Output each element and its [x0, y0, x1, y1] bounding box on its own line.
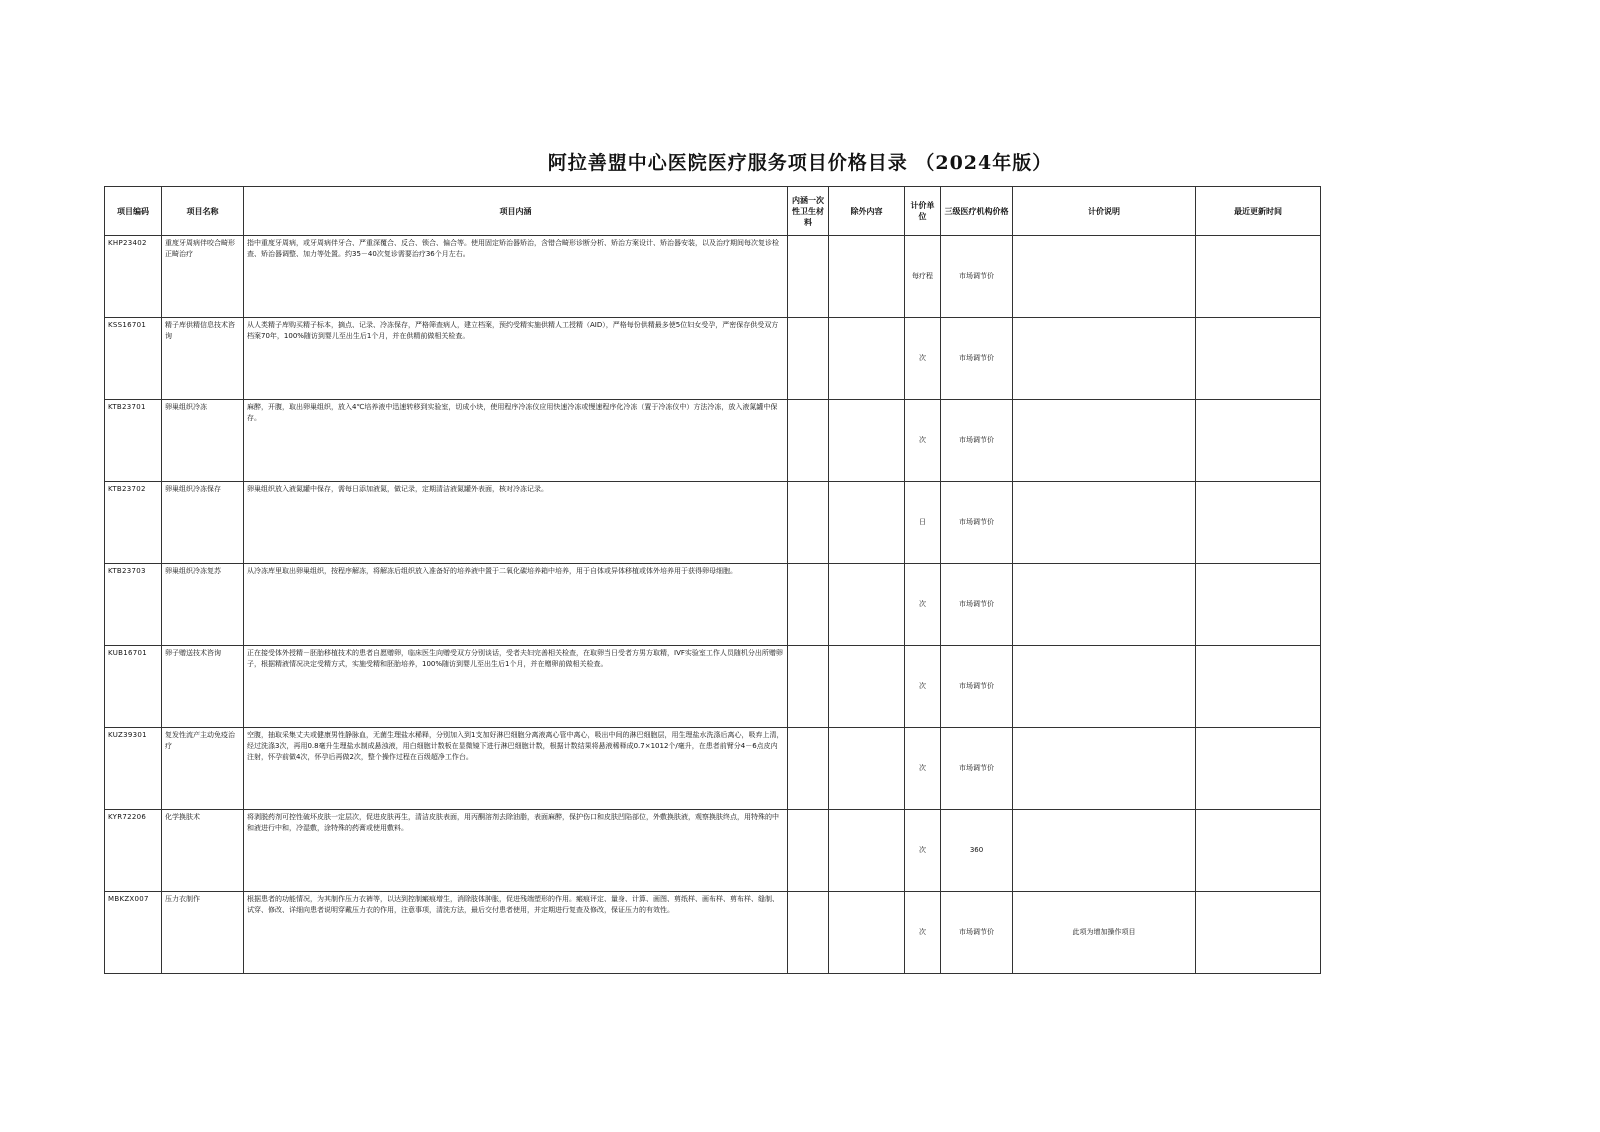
- cell-content: 根据患者的功能情况，为其制作压力衣裤等，以达到控制瘢痕增生，消除肢体肿胀，促进残端塑形的作用。瘢痕评定、量身、计算、画图、剪纸样、画布样、剪布样、缝制、试穿、修改、详细向患者说明穿戴压力衣的作用，注意事项，清洗方法，最后交付患者使用，并定期进行复查及修改，保证压力的有效性。: [244, 892, 788, 974]
- cell-material: [788, 810, 829, 892]
- table-row: [105, 564, 1321, 646]
- table-row: [105, 728, 1321, 810]
- cell-note: [1013, 810, 1196, 892]
- cell-name: 卵子赠送技术咨询: [162, 646, 244, 728]
- cell-name: 化学换肤术: [162, 810, 244, 892]
- cell-updated: [1196, 892, 1321, 974]
- cell-excluded: [829, 892, 905, 974]
- header-name: 项目名称: [162, 187, 244, 236]
- cell-code: KUZ39301: [105, 728, 162, 810]
- cell-unit: 次: [905, 318, 941, 400]
- cell-price: 市场调节价: [941, 400, 1013, 482]
- cell-code: KTB23703: [105, 564, 162, 646]
- header-code: 项目编码: [105, 187, 162, 236]
- cell-excluded: [829, 564, 905, 646]
- cell-updated: [1196, 810, 1321, 892]
- cell-content: 正在接受体外授精－胚胎移植技术的患者自愿赠卵，临床医生向赠受双方分别谈话，受者夫妇完善相关检查，在取卵当日受者方男方取精，IVF实验室工作人员随机分出所赠卵子，根据精液情况决定受精方式，实施受精和胚胎培养，100%随访到婴儿至出生后1个月，并在赠卵前做相关检查。: [244, 646, 788, 728]
- header-unit: 计价单位: [905, 187, 941, 236]
- header-content: 项目内涵: [244, 187, 788, 236]
- cell-content: 空腹，抽取采集丈夫或健康男性静脉血，无菌生理盐水稀释，分别加入到1支加好淋巴细胞分离液离心管中离心，吸出中间的淋巴细胞层，用生理盐水洗涤后离心，吸弃上清，经过洗涤3次，再用0.8毫升生理盐水制成悬浊液，用白细胞计数板在显微镜下进行淋巴细胞计数，根据计数结果将悬液稀释成0.7×1012个/毫升，在患者前臂分4－6点皮内注射，怀孕前做4次，怀孕后再做2次，整个操作过程在百级超净工作台。: [244, 728, 788, 810]
- cell-price: 市场调节价: [941, 318, 1013, 400]
- cell-name: 卵巢组织冷冻保存: [162, 482, 244, 564]
- cell-note: [1013, 318, 1196, 400]
- cell-note: [1013, 564, 1196, 646]
- cell-material: [788, 728, 829, 810]
- cell-unit: 次: [905, 400, 941, 482]
- cell-note: [1013, 728, 1196, 810]
- cell-updated: [1196, 318, 1321, 400]
- table-row: [105, 810, 1321, 892]
- cell-excluded: [829, 646, 905, 728]
- table-row: [105, 318, 1321, 400]
- cell-unit: 次: [905, 728, 941, 810]
- cell-price: 市场调节价: [941, 892, 1013, 974]
- cell-name: 精子库供精信息技术咨询: [162, 318, 244, 400]
- cell-price: 市场调节价: [941, 236, 1013, 318]
- table-row: [105, 236, 1321, 318]
- cell-content: 将剥脱药剂可控性破坏皮肤一定层次，促进皮肤再生，清洁皮肤表面，用丙酮溶剂去除油脂，表面麻醉，保护伤口和皮肤凹陷部位，外敷换肤液，观察换肤终点，用特殊的中和液进行中和，冷湿敷，涂特殊的药膏或使用敷料。: [244, 810, 788, 892]
- cell-material: [788, 318, 829, 400]
- cell-unit: 次: [905, 564, 941, 646]
- header-material: 内涵一次性卫生材料: [788, 187, 829, 236]
- cell-excluded: [829, 728, 905, 810]
- table-row: [105, 892, 1321, 974]
- cell-price: 360: [941, 810, 1013, 892]
- cell-note: [1013, 646, 1196, 728]
- header-note: 计价说明: [1013, 187, 1196, 236]
- cell-material: [788, 482, 829, 564]
- cell-excluded: [829, 318, 905, 400]
- cell-unit: 次: [905, 810, 941, 892]
- cell-name: 重度牙周病伴咬合畸形正畸治疗: [162, 236, 244, 318]
- document-title: 阿拉善盟中心医院医疗服务项目价格目录 （2024年版）: [547, 152, 1053, 174]
- cell-excluded: [829, 400, 905, 482]
- cell-updated: [1196, 646, 1321, 728]
- cell-updated: [1196, 400, 1321, 482]
- cell-excluded: [829, 236, 905, 318]
- cell-material: [788, 564, 829, 646]
- table-header-row: [105, 187, 1321, 236]
- cell-name: 卵巢组织冷冻: [162, 400, 244, 482]
- cell-unit: 次: [905, 646, 941, 728]
- cell-price: 市场调节价: [941, 646, 1013, 728]
- cell-note: [1013, 400, 1196, 482]
- cell-note: [1013, 482, 1196, 564]
- cell-unit: 日: [905, 482, 941, 564]
- header-updated: 最近更新时间: [1196, 187, 1321, 236]
- cell-material: [788, 892, 829, 974]
- cell-code: KUB16701: [105, 646, 162, 728]
- cell-updated: [1196, 482, 1321, 564]
- cell-updated: [1196, 728, 1321, 810]
- cell-name: 卵巢组织冷冻复苏: [162, 564, 244, 646]
- cell-code: KHP23402: [105, 236, 162, 318]
- cell-unit: 次: [905, 892, 941, 974]
- cell-content: 从人类精子库购买精子标本，摘点、记录、冷冻保存，严格筛查病人，建立档案，预约受精实施供精人工授精（AID），严格每份供精最多使5位妇女受孕，严密保存供受双方档案70年，100%随访到婴儿至出生后1个月，并在供精前做相关检查。: [244, 318, 788, 400]
- cell-code: MBKZX007: [105, 892, 162, 974]
- cell-material: [788, 236, 829, 318]
- cell-name: 复发性流产主动免疫治疗: [162, 728, 244, 810]
- table-row: [105, 400, 1321, 482]
- price-table: [104, 186, 1321, 974]
- cell-code: KTB23701: [105, 400, 162, 482]
- cell-code: KYR72206: [105, 810, 162, 892]
- cell-content: 麻醉，开腹，取出卵巢组织，放入4℃培养液中迅速转移到实验室，切成小块，使用程序冷冻仪应用快速冷冻或慢速程序化冷冻（置于冷冻仪中）方法冷冻，放入液氮罐中保存。: [244, 400, 788, 482]
- table-row: [105, 482, 1321, 564]
- cell-note: [1013, 236, 1196, 318]
- cell-content: 指中重度牙周病，或牙周病伴牙合、严重深覆合、反合、锁合、偏合等。使用固定矫治器矫治，含错合畸形诊断分析、矫治方案设计、矫治器安装，以及治疗期间每次复诊检查、矫治器调整、加力等处置。约35－40次复诊需要治疗36个月左右。: [244, 236, 788, 318]
- cell-excluded: [829, 810, 905, 892]
- cell-material: [788, 646, 829, 728]
- cell-code: KSS16701: [105, 318, 162, 400]
- cell-unit: 每疗程: [905, 236, 941, 318]
- header-excluded: 除外内容: [829, 187, 905, 236]
- cell-price: 市场调节价: [941, 482, 1013, 564]
- cell-price: 市场调节价: [941, 564, 1013, 646]
- cell-updated: [1196, 564, 1321, 646]
- cell-name: 压力衣制作: [162, 892, 244, 974]
- cell-content: 从冷冻库里取出卵巢组织，按程序解冻，将解冻后组织放入准备好的培养液中置于二氧化碳培养箱中培养，用于自体或异体移植或体外培养用于获得卵母细胞。: [244, 564, 788, 646]
- cell-content: 卵巢组织放入液氮罐中保存，需每日添加液氮，做记录，定期清洁液氮罐外表面，核对冷冻记录。: [244, 482, 788, 564]
- cell-excluded: [829, 482, 905, 564]
- header-price: 三级医疗机构价格: [941, 187, 1013, 236]
- cell-updated: [1196, 236, 1321, 318]
- cell-price: 市场调节价: [941, 728, 1013, 810]
- cell-code: KTB23702: [105, 482, 162, 564]
- cell-note: 此项为增加操作项目: [1013, 892, 1196, 974]
- cell-material: [788, 400, 829, 482]
- table-row: [105, 646, 1321, 728]
